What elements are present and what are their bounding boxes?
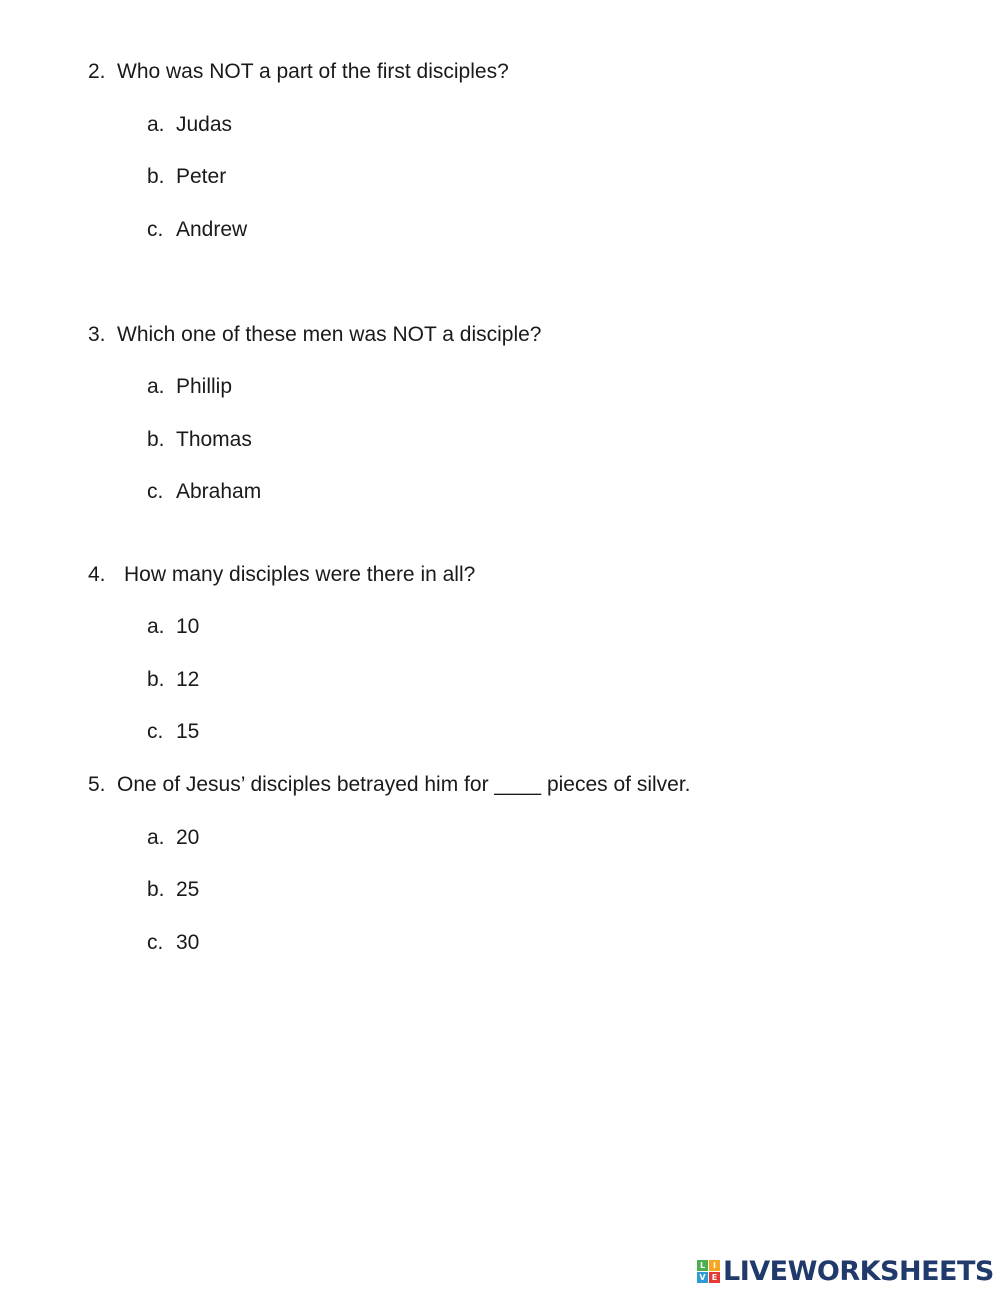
option-text: 25 [176,878,200,901]
option-text: 10 [176,615,200,638]
logo-mark-letter: V [697,1272,708,1283]
option-letter: c. [147,480,164,503]
option-letter: a. [147,826,165,849]
question-text: Who was NOT a part of the first disciples? [117,60,509,83]
option-text: 12 [176,668,200,691]
option-letter: b. [147,165,165,188]
option-text: 20 [176,826,200,849]
option-text: Peter [176,165,227,188]
logo-mark-letter: E [709,1272,720,1283]
question-text: Which one of these men was NOT a disciple? [117,323,542,346]
option-text: Phillip [176,375,233,398]
question-text: How many disciples were there in all? [124,563,476,586]
option-letter: c. [147,931,164,954]
option-text: 15 [176,720,200,743]
option-text: Andrew [176,218,248,241]
question-number: 5. [88,773,106,796]
liveworksheets-logo [697,1256,994,1286]
option-text: Thomas [176,428,252,451]
question-text: One of Jesus’ disciples betrayed him for ____ pieces of silver. [117,773,691,796]
logo-text: LIVEWORKSHEETS [723,1255,994,1287]
question-number: 2. [88,60,106,83]
option-text: 30 [176,931,200,954]
option-text: Abraham [176,480,262,503]
question-number: 3. [88,323,106,346]
question-number: 4. [88,563,106,586]
option-text: Judas [176,113,233,136]
option-letter: c. [147,720,164,743]
logo-mark-letter: L [697,1260,708,1271]
option-letter: b. [147,428,165,451]
option-letter: a. [147,615,165,638]
option-letter: b. [147,878,165,901]
logo-mark-letter: I [709,1260,720,1271]
option-letter: a. [147,113,165,136]
option-letter: c. [147,218,164,241]
logo-mark-icon [697,1260,720,1283]
option-letter: b. [147,668,165,691]
option-letter: a. [147,375,165,398]
